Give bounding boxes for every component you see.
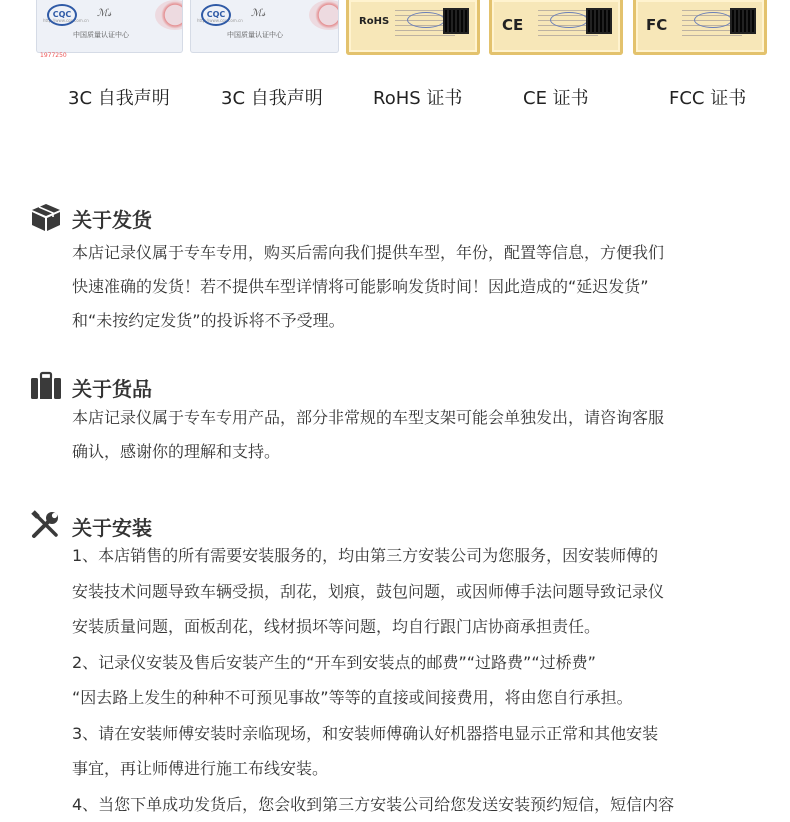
tools-icon — [30, 510, 62, 540]
signature: ℳ𝓈 — [97, 8, 111, 19]
qr-code-icon — [445, 10, 467, 32]
certificate-label-rohs: RoHS 证书 — [373, 84, 462, 110]
section-shipping — [0, 202, 790, 332]
paragraph-line: 安装技术问题导致车辆受损，刮花，划痕，鼓包问题，或因师傅手法问题导致记录仪 — [72, 574, 772, 610]
section-title: 关于发货 — [72, 204, 152, 233]
package-box-icon — [30, 202, 62, 232]
rohs-certificate — [346, 0, 480, 55]
ccc-certificate-1 — [36, 0, 183, 53]
paragraph-line: 本店记录仪属于专车专用产品，部分非常规的车型支架可能会单独发出，请咨询客服 — [72, 401, 772, 435]
paragraph-line: 和“未按约定发货”的投诉将不予受理。 — [72, 304, 772, 338]
certificate-seal — [550, 12, 588, 28]
ce-certificate — [489, 0, 623, 55]
certificate-label-3c-2: 3C 自我声明 — [221, 84, 323, 110]
paragraph-line: 2、记录仪安装及售后安装产生的“开车到安装点的邮费”“过路费”“过桥费” — [72, 645, 772, 681]
signature: ℳ𝓈 — [251, 8, 265, 19]
section-title: 关于安装 — [72, 512, 152, 541]
paragraph-line: 事宜，再让师傅进行施工布线安装。 — [72, 751, 772, 787]
paragraph-line: “因去路上发生的种种不可预见事故”等等的直接或间接费用，将由您自行承担。 — [72, 680, 772, 716]
section-body — [72, 236, 772, 338]
section-body — [72, 401, 772, 469]
section-installation — [0, 510, 790, 812]
red-stamp — [155, 0, 183, 30]
section-title: 关于货品 — [72, 373, 152, 402]
certificate-fine-print: http://www.cqc.com.cn — [43, 18, 89, 23]
paragraph-line: 安装质量问题，面板刮花，线材损坏等问题，均自行跟门店协商承担责任。 — [72, 609, 772, 645]
red-stamp — [309, 0, 339, 30]
paragraph-line: 1、本店销售的所有需要安装服务的，均由第三方安装公司为您服务，因安装师傅的 — [72, 538, 772, 574]
cqc-logo: CQC — [201, 4, 231, 26]
qr-code-icon — [732, 10, 754, 32]
certificate-caption: 中国质量认证中心 — [227, 30, 283, 40]
certificate-strip — [0, 0, 790, 60]
ccc-certificate-2 — [190, 0, 339, 53]
certificate-serial: 1977250 — [40, 52, 67, 59]
suitcase-icon — [30, 371, 62, 401]
qr-code-icon — [588, 10, 610, 32]
rohs-mark: RoHS — [359, 16, 389, 27]
paragraph-line: 本店记录仪属于专车专用，购买后需向我们提供车型，年份，配置等信息，方便我们 — [72, 236, 772, 270]
fcc-certificate — [633, 0, 767, 55]
certificate-caption: 中国质量认证中心 — [73, 30, 129, 40]
certificate-fine-print: http://www.cqc.com.cn — [197, 18, 243, 23]
paragraph-line: 4、当您下单成功发货后，您会收到第三方安装公司给您发送安装预约短信，短信内容 — [72, 787, 772, 822]
paragraph-line: 快速准确的发货！若不提供车型详情将可能影响发货时间！因此造成的“延迟发货” — [72, 270, 772, 304]
fcc-mark: FC — [646, 16, 667, 34]
paragraph-line: 确认，感谢你的理解和支持。 — [72, 435, 772, 469]
paragraph-line: 3、请在安装师傅安装时亲临现场，和安装师傅确认好机器搭电显示正常和其他安装 — [72, 716, 772, 752]
ce-mark: CE — [502, 16, 523, 34]
cqc-logo: CQC — [47, 4, 77, 26]
section-body — [72, 538, 772, 822]
certificate-seal — [407, 12, 445, 28]
section-goods — [0, 371, 790, 471]
certificate-seal — [694, 12, 732, 28]
certificate-labels — [0, 84, 790, 110]
certificate-label-ce: CE 证书 — [523, 84, 589, 110]
certificate-label-fcc: FCC 证书 — [669, 84, 746, 110]
certificate-label-3c-1: 3C 自我声明 — [68, 84, 170, 110]
